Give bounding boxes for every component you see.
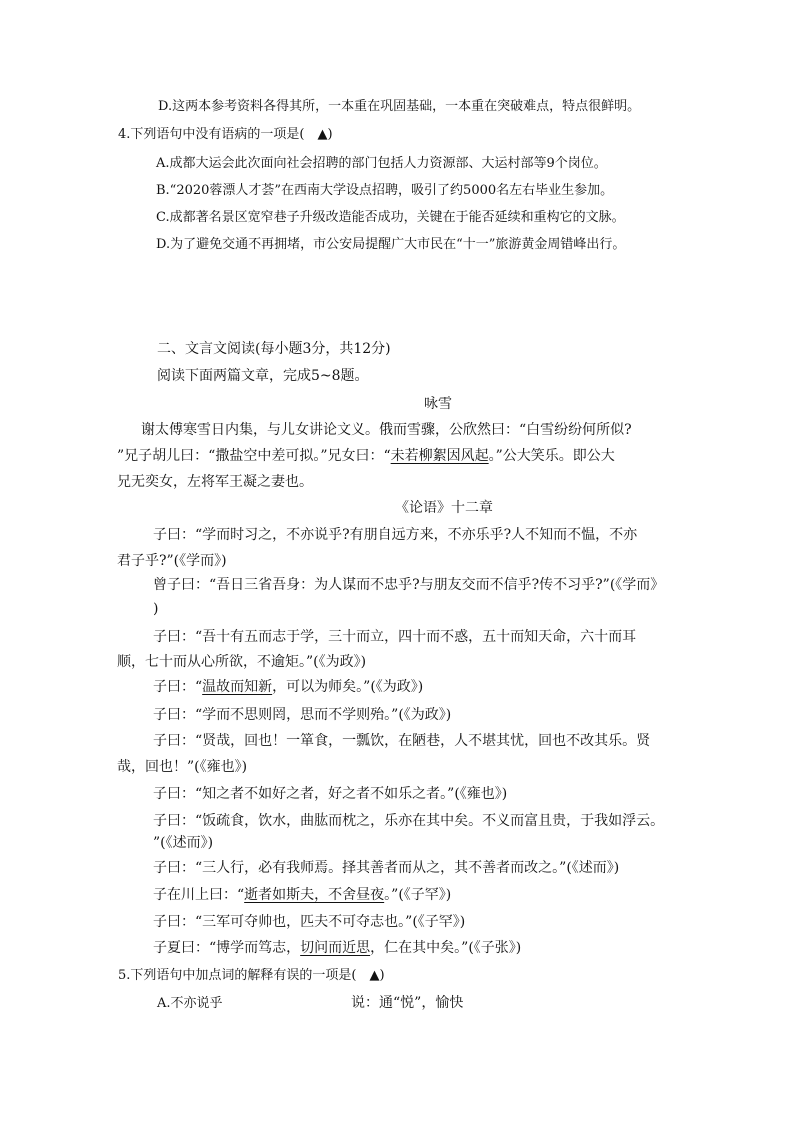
text2-para-1a: 子曰：“学而时习之，不亦说乎?有朋自远方来，不亦乐乎?人不知而不愠，不亦 (153, 527, 638, 543)
text2-title: 《论语》十二章 (395, 500, 493, 516)
text2-para-3b: 顺，七十而从心所欲，不逾矩。”(《为政》) (117, 654, 367, 670)
text2-para-1b: 君子乎?”(《学而》) (117, 553, 227, 569)
text2-para-11: 子曰：“三军可夺帅也，匹夫不可夺志也。”(《子罕》) (153, 914, 466, 930)
text2-para-12: 子夏曰：“博学而笃志，切问而近思，仁在其中矣。”(《子张》) (153, 940, 522, 956)
underlined-phrase: 逝者如斯夫，不舍昼夜 (244, 887, 385, 903)
text2-para-2a: 曾子曰：“吾日三省吾身：为人谋而不忠乎?与朋友交而不信乎?传不习乎?”(《学而》 (153, 577, 665, 593)
q5-option-a-text: A.不亦说乎 (157, 996, 223, 1011)
text2-para-6a: 子曰：“贤哉，回也！一箪食，一瓢饮，在陋巷，人不堪其忧，回也不改其乐。贤 (153, 733, 651, 749)
q3-option-d: D.这两本参考资料各得其所，一本重在巩固基础，一本重在突破难点，特点很鲜明。 (158, 99, 641, 114)
q4-stem: 4.下列语句中没有语病的一项是( ▲) (118, 127, 333, 142)
text1-title: 咏雪 (424, 396, 452, 412)
underlined-phrase: 未若柳絮因风起 (390, 448, 489, 464)
text2-para-6b: 哉，回也！”(《雍也》) (117, 759, 248, 775)
q5-stem: 5.下列语句中加点词的解释有误的一项是( ▲) (118, 968, 385, 983)
text2-para-8a: 子曰：“饭疏食，饮水，曲肱而枕之，乐亦在其中矣。不义而富且贵，于我如浮云。 (153, 813, 665, 829)
text2-para-9: 子曰：“三人行，必有我师焉。择其善者而从之，其不善者而改之。”(《述而》) (153, 860, 620, 876)
text2-para-4: 子曰：“温故而知新，可以为师矣。”(《为政》) (153, 679, 424, 695)
text2-para-3a: 子曰：“吾十有五而志于学，三十而立，四十而不惑，五十而知天命，六十而耳 (153, 629, 637, 645)
text2-para-8b: ”(《述而》) (153, 835, 214, 851)
text2-para-2b: ) (153, 601, 159, 617)
text1-line-3: 兄无奕女，左将军王凝之妻也。 (117, 474, 313, 490)
text2-para-7: 子曰：“知之者不如好之者，好之者不如乐之者。”(《雍也》) (153, 786, 508, 802)
q4-option-a: A.成都大运会此次面向社会招聘的部门包括人力资源部、大运村部等9个岗位。 (156, 156, 607, 171)
underlined-phrase: 温故而知新 (202, 679, 273, 695)
q4-option-c: C.成都著名景区宽窄巷子升级改造能否成功，关键在于能否延续和重构它的文脉。 (156, 210, 625, 225)
q5-option-a-gloss: 说：通“悦”，愉快 (351, 995, 464, 1011)
text1-line-2: ”兄子胡儿曰：“撒盐空中差可拟。”兄女曰：“未若柳絮因风起。”公大笑乐。即公大 (117, 448, 615, 464)
underlined-phrase: 切问而近思 (300, 940, 371, 956)
section-heading: 二、文言文阅读(每小题3分，共12分) (157, 341, 391, 357)
text2-para-10: 子在川上曰：“逝者如斯夫，不舍昼夜。”(《子罕》) (153, 887, 452, 903)
text1-line-1: 谢太傅寒雪日内集，与儿女讲论文义。俄而雪骤，公欣然曰：“白雪纷纷何所似? (141, 422, 632, 438)
q4-option-b: B.“2020蓉漂人才荟”在西南大学设点招聘，吸引了约5000名左右毕业生参加。 (156, 183, 614, 198)
q4-option-d: D.为了避免交通不再拥堵，市公安局提醒广大市民在“十一”旅游黄金周错峰出行。 (156, 237, 626, 252)
section-instruction: 阅读下面两篇文章，完成5~8题。 (157, 368, 369, 384)
text2-para-5: 子曰：“学而不思则罔，思而不学则殆。”(《为政》) (153, 707, 452, 723)
